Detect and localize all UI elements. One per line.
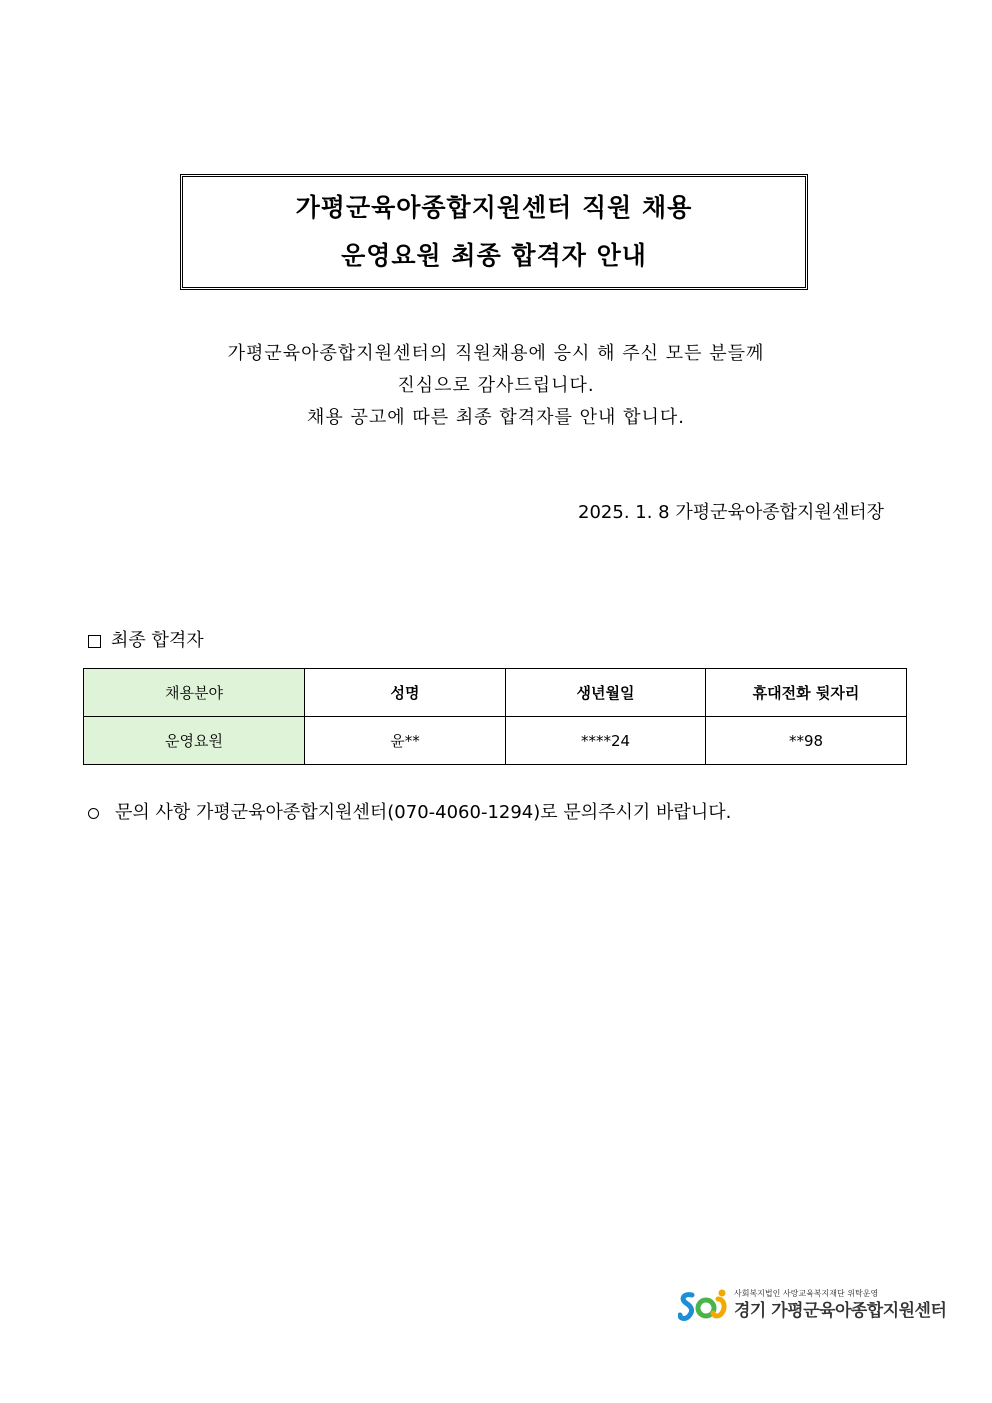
square-checkbox-icon (88, 635, 101, 648)
header-field: 채용분야 (84, 669, 305, 717)
logo-text (734, 1288, 946, 1322)
header-phone: 휴대전화 뒷자리 (706, 669, 907, 717)
logo-center-name: 경기 가평군육아종합지원센터 (734, 1301, 947, 1321)
section-heading-label: 최종 합격자 (111, 630, 204, 651)
title-line-1: 가평군육아종합지원센터 직원 채용 (295, 193, 693, 222)
center-logo (678, 1285, 948, 1325)
inquiry-note (88, 798, 731, 828)
title-box (180, 174, 808, 290)
center-logo-mark-icon (678, 1287, 730, 1323)
intro-line-1: 가평군육아종합지원센터의 직원채용에 응시 해 주신 모든 분들께 (227, 343, 765, 364)
table-row (84, 717, 907, 765)
inquiry-text: 문의 사항 가평군육아종합지원센터(070-4060-1294)로 문의주시기 바랍니다. (115, 802, 732, 823)
header-name: 성명 (305, 669, 506, 717)
intro-line-2: 진심으로 감사드립니다. (397, 375, 595, 396)
intro-line-3: 채용 공고에 따른 최종 합격자를 안내 합니다. (306, 407, 686, 428)
circle-bullet-icon (88, 808, 99, 819)
cell-name: 윤** (305, 717, 506, 765)
section-heading (88, 626, 204, 656)
dateline: 2025. 1. 8 가평군육아종합지원센터장 (578, 502, 884, 523)
intro-text (0, 338, 992, 434)
table-header-row (84, 669, 907, 717)
result-table (83, 668, 907, 765)
cell-birthdate: ****24 (506, 717, 706, 765)
header-birthdate: 생년월일 (506, 669, 706, 717)
logo-foundation-text: 사회복지법인 사랑교육복지재단 위탁운영 (734, 1289, 879, 1298)
title-line-2: 운영요원 최종 합격자 안내 (341, 241, 647, 270)
cell-field: 운영요원 (84, 717, 305, 765)
cell-phone: **98 (706, 717, 907, 765)
